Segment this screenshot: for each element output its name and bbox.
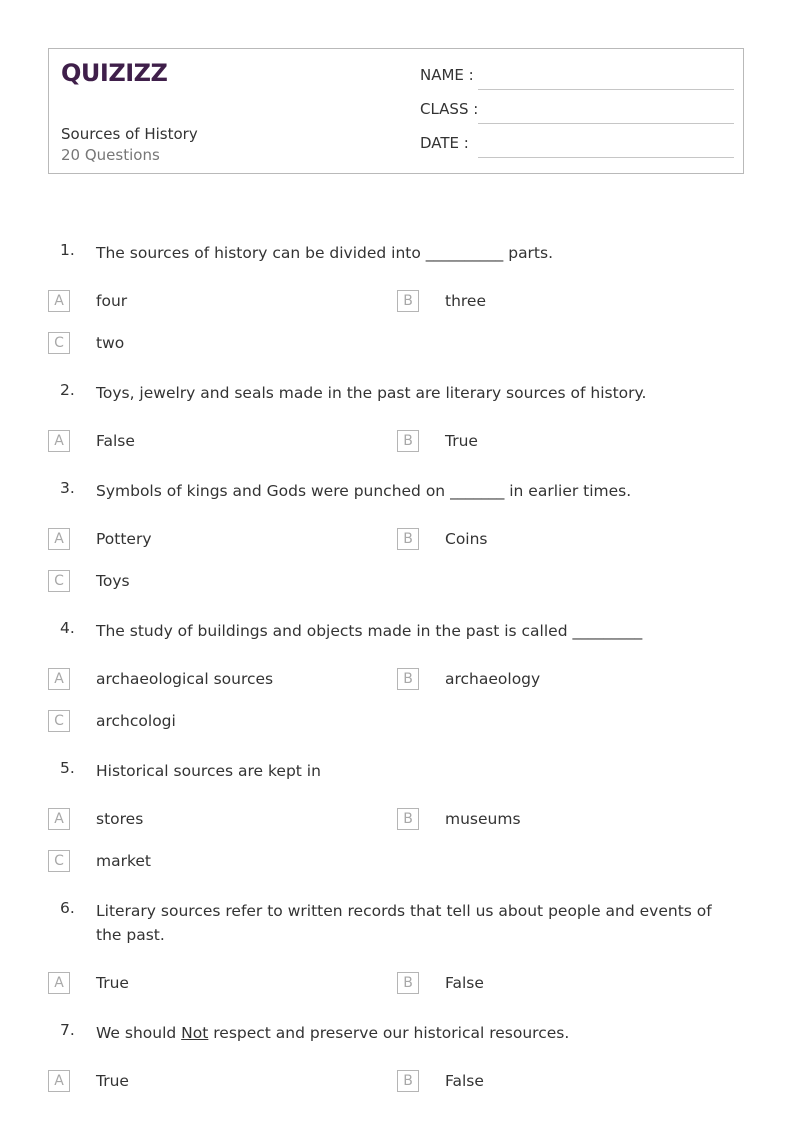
question-text-post: in earlier times. [504,482,632,500]
question-count: 20 Questions [61,146,160,164]
option-letter-box[interactable]: B [397,668,419,690]
option-letter-box[interactable]: C [48,332,70,354]
question-text [96,479,726,503]
option-letter-box[interactable]: B [397,808,419,830]
option-text: False [445,974,484,992]
question-text [96,619,726,643]
question-text [96,899,726,947]
option-letter-box[interactable]: B [397,430,419,452]
option-letter-box[interactable]: B [397,290,419,312]
option-letter-box[interactable]: A [48,808,70,830]
class-label: CLASS : [420,100,479,118]
question-text-pre: Literary sources refer to written records that tell us about people and events of the past. [96,902,712,944]
question-number: 3. [60,479,75,497]
option-letter-box[interactable]: A [48,972,70,994]
question-text-pre: The sources of history can be divided into [96,244,426,262]
question-text [96,241,726,265]
class-field[interactable] [420,100,734,124]
option-letter-box[interactable]: A [48,290,70,312]
date-field[interactable] [420,134,734,158]
question-text [96,1021,726,1045]
option-text: True [96,974,129,992]
question-text-pre: Toys, jewelry and seals made in the past are literary sources of history. [96,384,647,402]
option-text: archcologi [96,712,176,730]
quizizz-logo: QUIZIZZ [61,59,168,87]
question-blank: __________ [425,244,504,262]
question-blank: _______ [450,482,505,500]
question-text-pre: Historical sources are kept in [96,762,321,780]
option-letter-box[interactable]: A [48,528,70,550]
question-number: 7. [60,1021,75,1039]
question-number: 4. [60,619,75,637]
option-letter-box[interactable]: A [48,430,70,452]
option-text: museums [445,810,521,828]
option-text: True [445,432,478,450]
name-line[interactable] [478,89,734,90]
option-text: archaeological sources [96,670,274,688]
option-letter-box[interactable]: C [48,850,70,872]
option-text: two [96,334,125,352]
option-text: market [96,852,152,870]
question-text-post: respect and preserve our historical resources. [208,1024,570,1042]
option-letter-box[interactable]: C [48,570,70,592]
name-field[interactable] [420,66,734,90]
option-letter-box[interactable]: B [397,528,419,550]
name-label: NAME : [420,66,474,84]
option-text: Pottery [96,530,152,548]
question-text-pre: We should [96,1024,182,1042]
question-number: 5. [60,759,75,777]
option-letter-box[interactable]: B [397,972,419,994]
option-text: False [445,1072,484,1090]
question-text [96,381,726,405]
option-text: Coins [445,530,488,548]
question-blank: _________ [572,622,643,640]
option-text: four [96,292,128,310]
class-line[interactable] [478,123,734,124]
date-label: DATE : [420,134,469,152]
option-text: three [445,292,487,310]
option-text: False [96,432,135,450]
question-text-pre: The study of buildings and objects made in the past is called [96,622,573,640]
option-text: stores [96,810,144,828]
option-letter-box[interactable]: A [48,668,70,690]
option-letter-box[interactable]: A [48,1070,70,1092]
option-text: archaeology [445,670,541,688]
question-text [96,759,726,783]
date-line[interactable] [478,157,734,158]
question-text-pre: Symbols of kings and Gods were punched on [96,482,451,500]
option-letter-box[interactable]: B [397,1070,419,1092]
worksheet-title: Sources of History [61,125,198,143]
question-number: 2. [60,381,75,399]
question-number: 6. [60,899,75,917]
question-number: 1. [60,241,75,259]
question-emphasis: Not [181,1024,209,1042]
option-letter-box[interactable]: C [48,710,70,732]
worksheet-header [48,48,744,174]
question-text-post: parts. [503,244,554,262]
option-text: Toys [96,572,130,590]
option-text: True [96,1072,129,1090]
